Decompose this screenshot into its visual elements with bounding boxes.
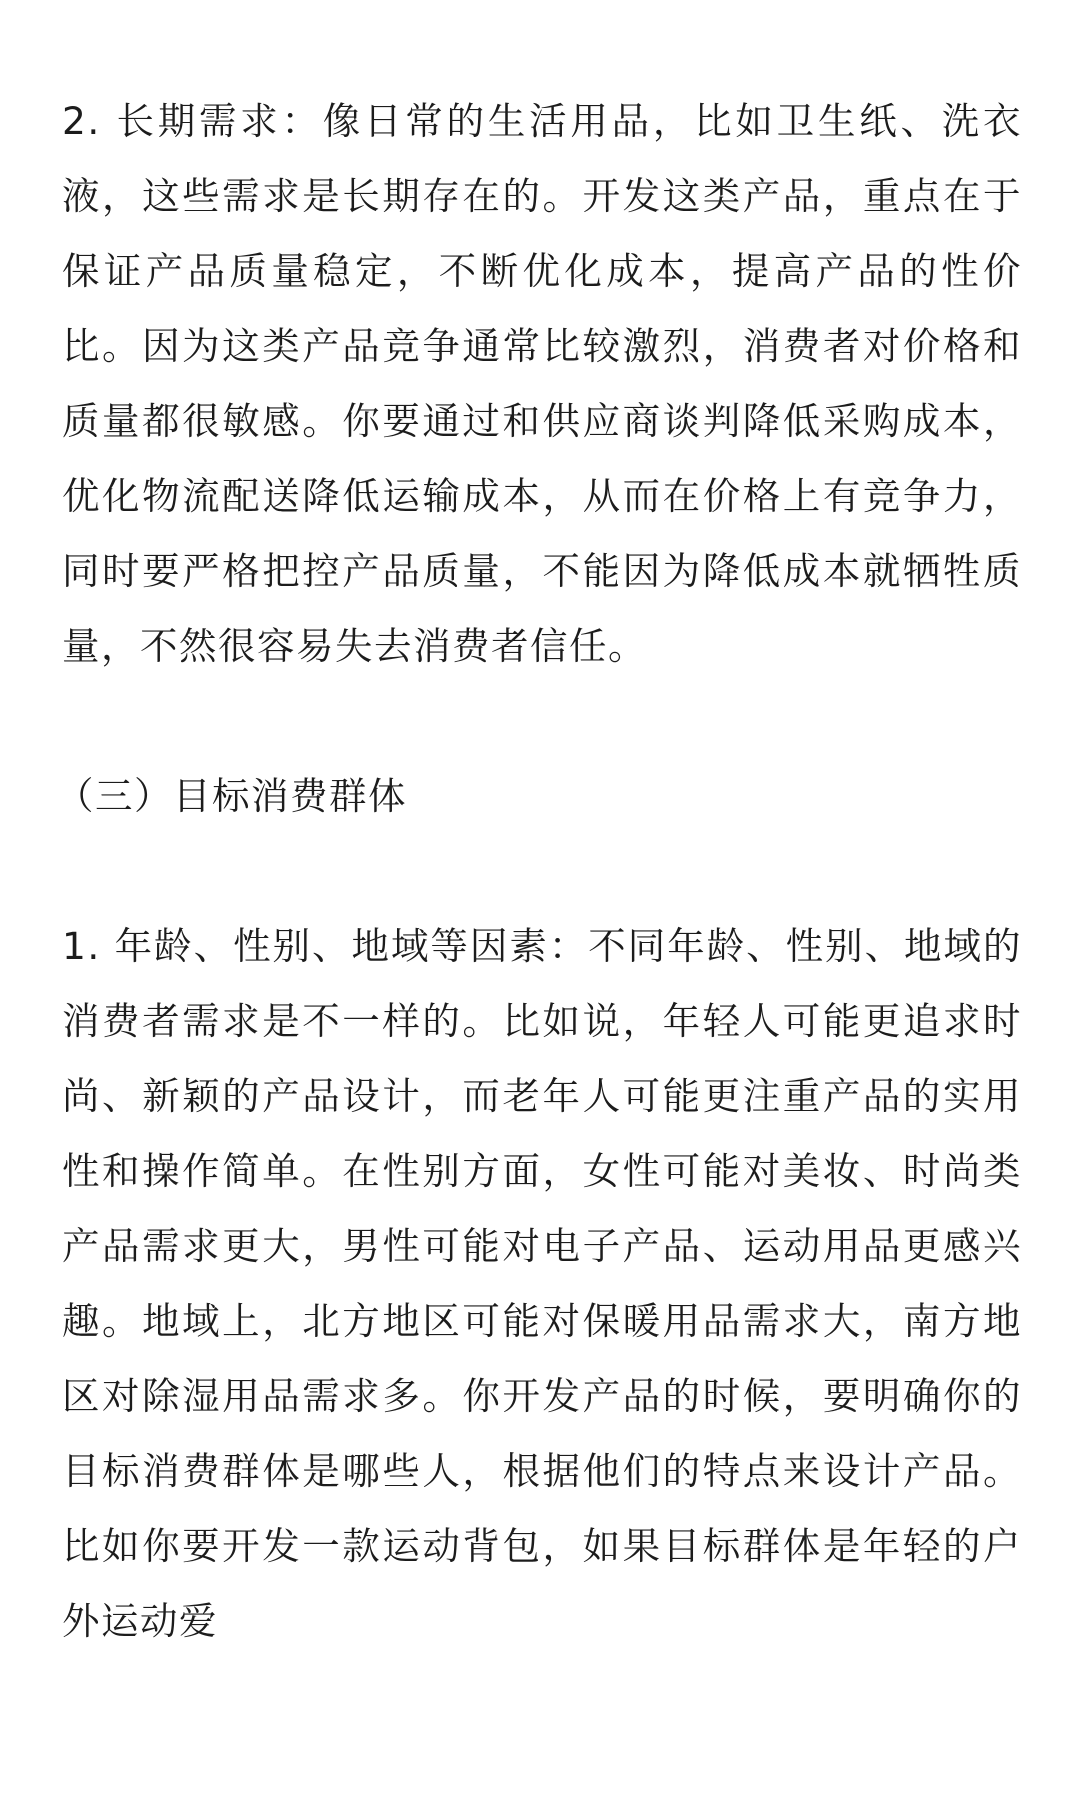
paragraph-spacer [62,834,1022,909]
paragraph-demographics: 1. 年龄、性别、地域等因素：不同年龄、性别、地域的消费者需求是不一样的。比如说，年轻人可能更追求时尚、新颖的产品设计，而老年人可能更注重产品的实用性和操作简单。在性别方面，女性可能对美妆、时尚类产品需求更大，男性可能对电子产品、运动用品更感兴趣。地域上，北方地区可能对保暖用品需求大，南方地区对除湿用品需求多。你开发产品的时候，要明确你的目标消费群体是哪些人，根据他们的特点来设计产品。比如你要开发一款运动背包，如果目标群体是年轻的户外运动爱 [62,924,1022,1643]
paragraph-long-term-demand: 2. 长期需求：像日常的生活用品，比如卫生纸、洗衣液，这些需求是长期存在的。开发这类产品，重点在于保证产品质量稳定，不断优化成本，提高产品的性价比。因为这类产品竞争通常比较激烈，消费者对价格和质量都很敏感。你要通过和供应商谈判降低采购成本，优化物流配送降低运输成本，从而在价格上有竞争力，同时要严格把控产品质量，不能因为降低成本就牺牲质量，不然很容易失去消费者信任。 [62,99,1022,668]
section-heading: （三）目标消费群体 [56,774,407,818]
paragraph-spacer [62,684,1022,759]
document-body [56,84,1022,1659]
